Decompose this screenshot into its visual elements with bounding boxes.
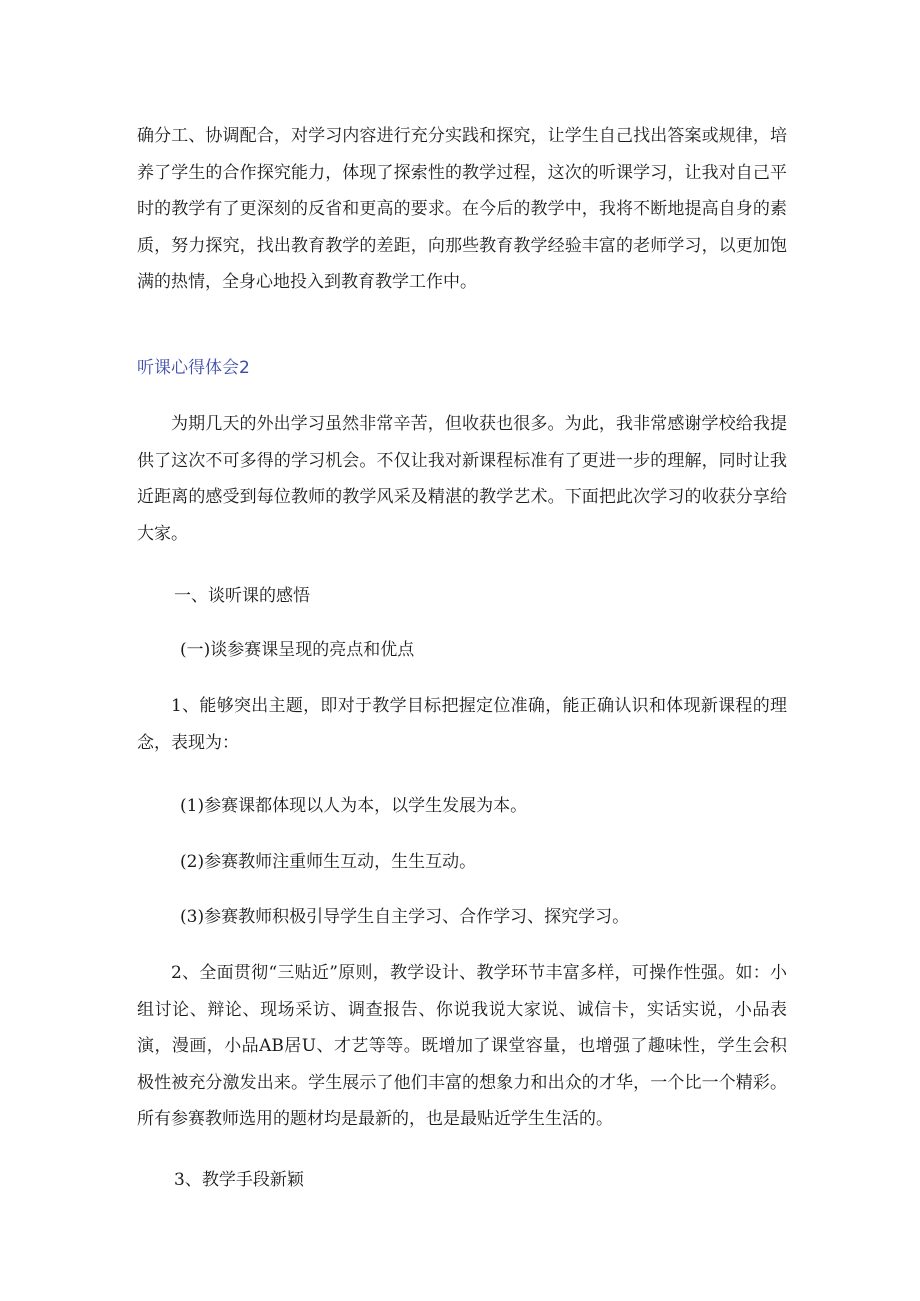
item-1-c: (3)参赛教师积极引导学生自主学习、合作学习、探究学习。 (180, 907, 630, 927)
item-3: 3、教学手段新颖 (174, 1170, 304, 1190)
item-1-a: (1)参赛课都体现以人为本，以学生发展为本。 (180, 796, 528, 816)
heading-one-sub: (一)谈参赛课呈现的亮点和优点 (180, 640, 415, 660)
heading-one: 一、谈听课的感悟 (174, 586, 310, 606)
paragraph-intro: 为期几天的外出学习虽然非常辛苦，但收获也很多。为此，我非常感谢学校给我提供了这次不可多得的学习机会。不仅让我对新课程标准有了更进一步的理解，同时让我近距离的感受到每位教师的教学风采及精湛的教学艺术。下面把此次学习的收获分享给大家。 (137, 414, 787, 544)
item-1: 1、能够突出主题，即对于教学目标把握定位准确，能正确认识和体现新课程的理念，表现为： (137, 696, 787, 753)
item-2: 2、全面贯彻“三贴近”原则，教学设计、教学环节丰富多样，可操作性强。如：小组讨论、辩论、现场采访、调查报告、你说我说大家说、诚信卡，实话实说，小品表演，漫画，小品AB居U、才艺等等。既增加了课堂容量，也增强了趣味性，学生会积极性被充分激发出来。学生展示了他们丰富的想象力和出众的才华，一个比一个精彩。所有参赛教师选用的题材均是最新的，也是最贴近学生生活的。 (137, 963, 787, 1129)
section-title: 听课心得体会2 (137, 358, 250, 378)
item-1-b: (2)参赛教师注重师生互动，生生互动。 (180, 852, 477, 872)
paragraph-continuation: 确分工、协调配合，对学习内容进行充分实践和探究，让学生自己找出答案或规律，培养了学生的合作探究能力，体现了探索性的教学过程，这次的听课学习，让我对自己平时的教学有了更深刻的反省和更高的要求。在今后的教学中，我将不断地提高自身的素质，努力探究，找出教育教学的差距，向那些教育教学经验丰富的老师学习，以更加饱满的热情，全身心地投入到教育教学工作中。 (137, 126, 787, 292)
